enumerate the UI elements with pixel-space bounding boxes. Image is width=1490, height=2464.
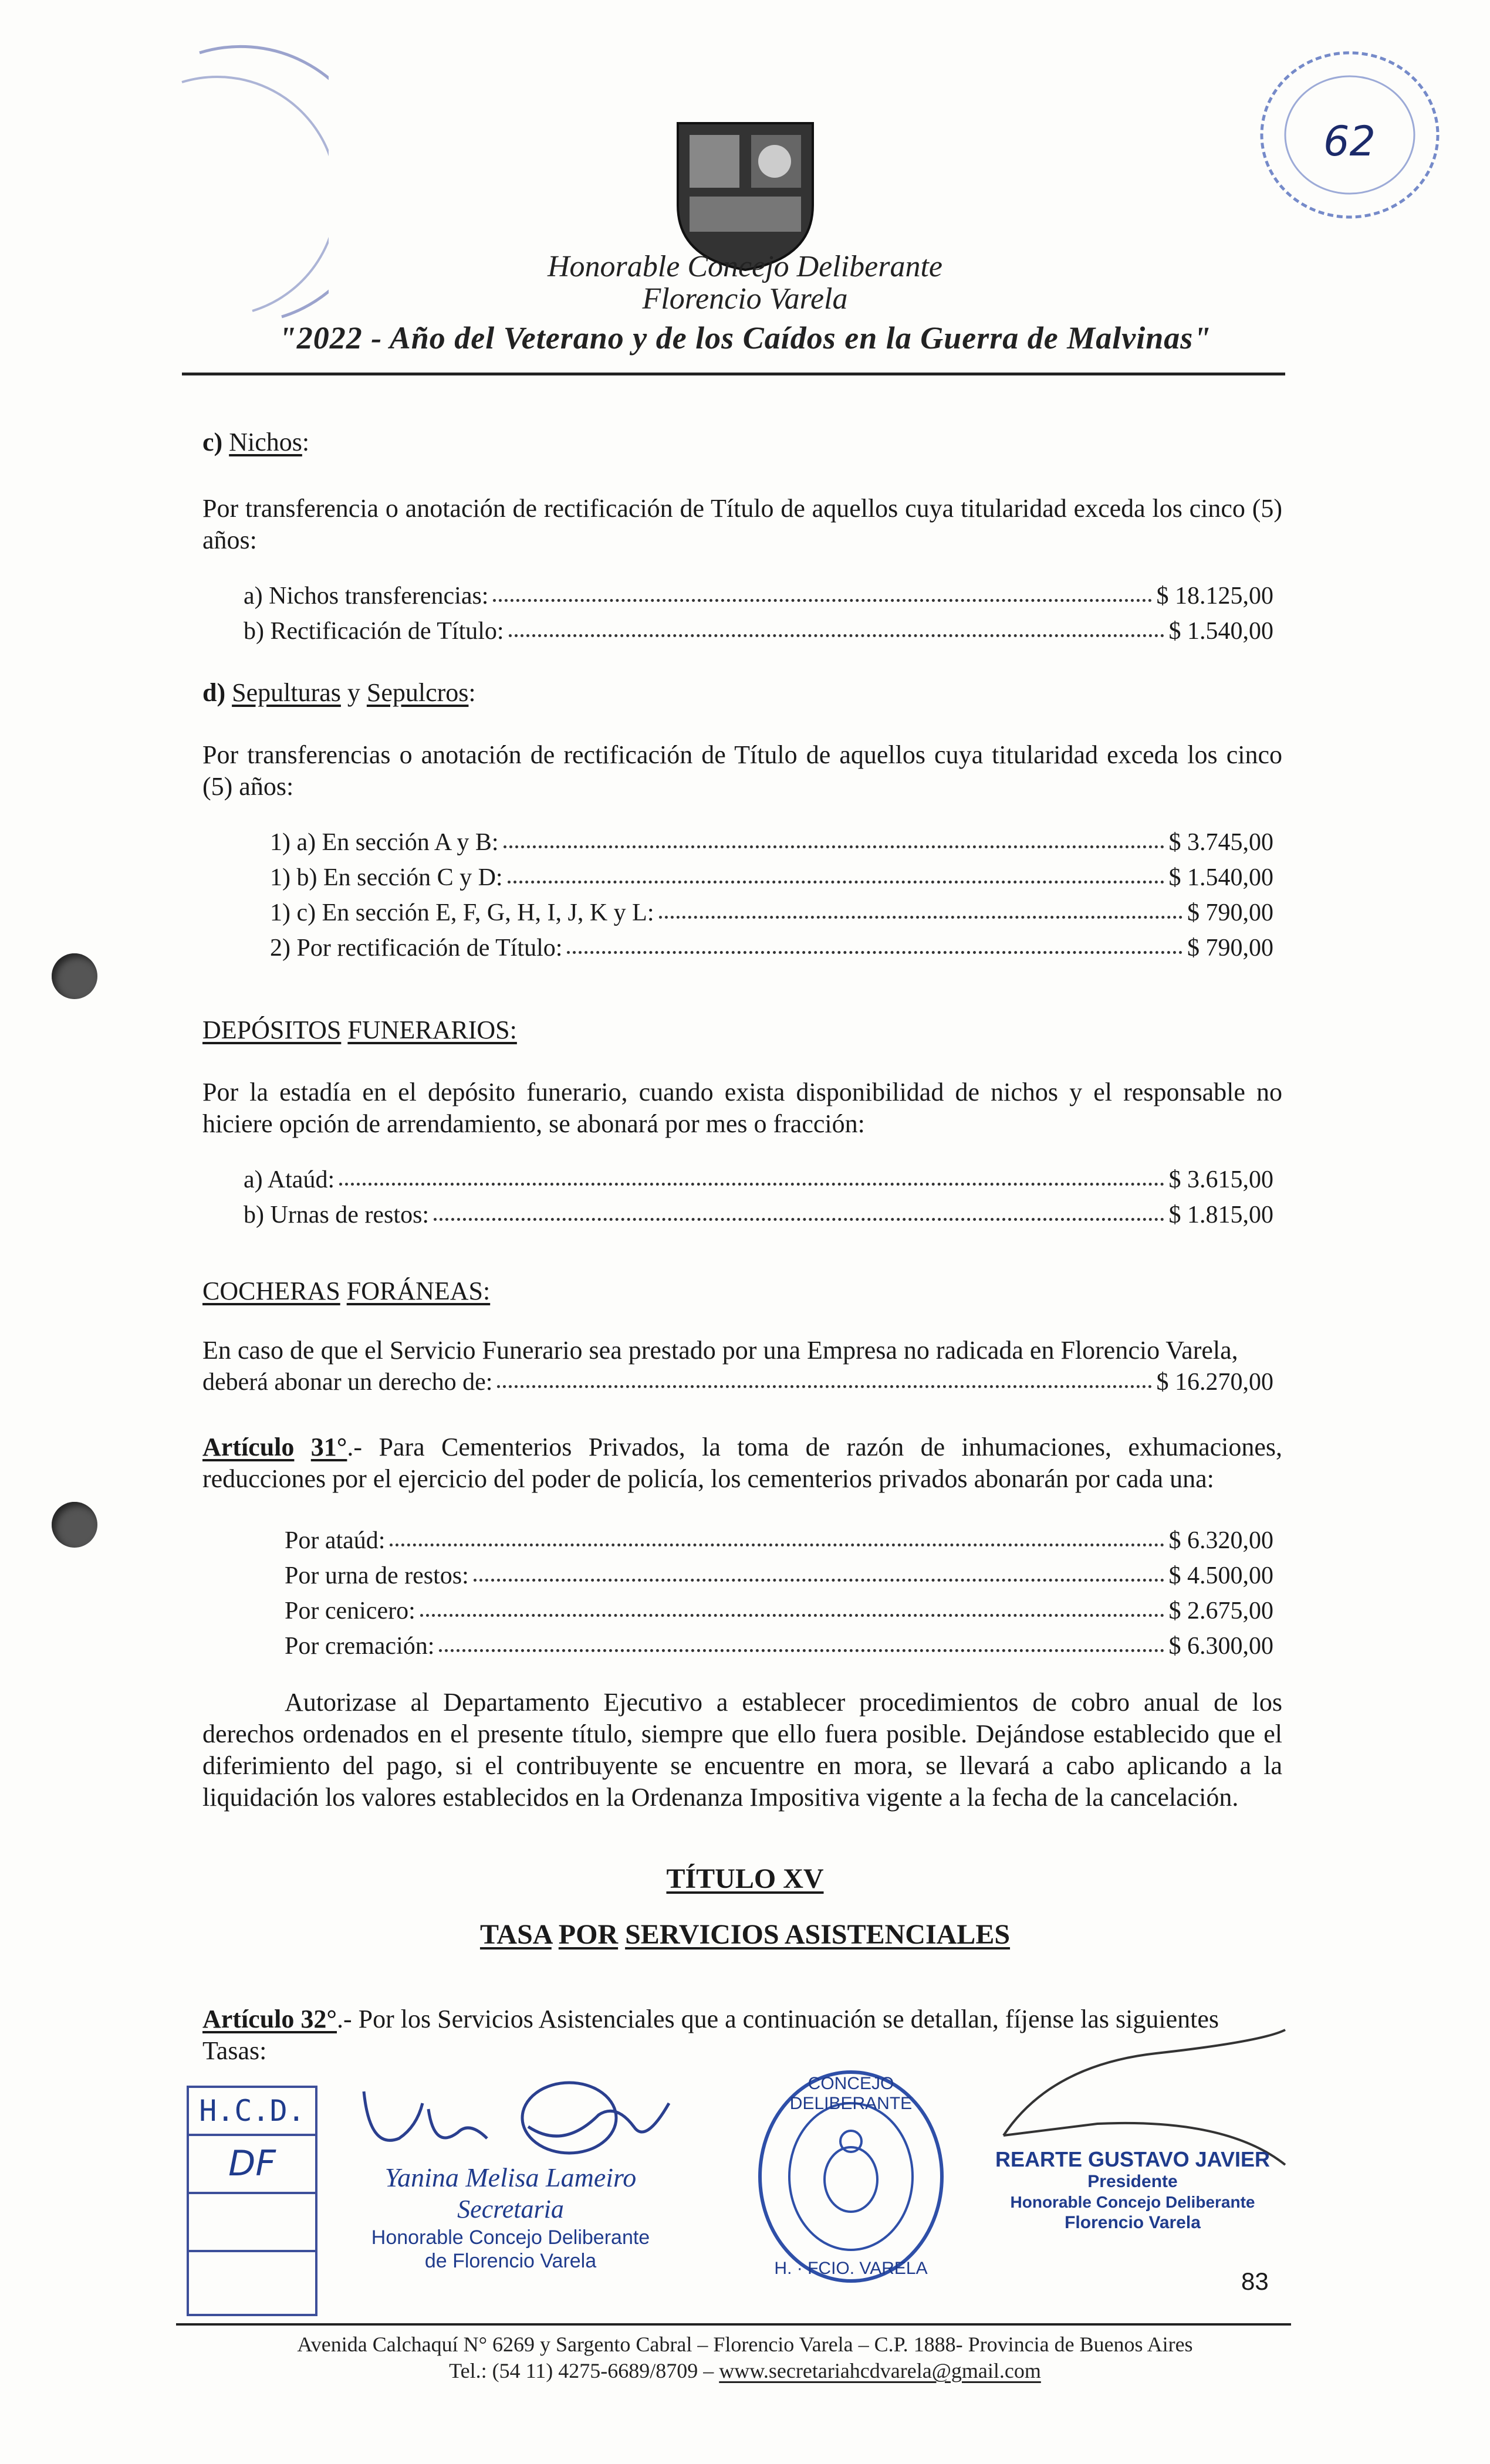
footer-rule — [176, 2323, 1291, 2326]
header-subtitle: Florencio Varela — [642, 282, 848, 316]
list-item: Por cremación: $ 6.300,00 — [285, 1633, 1273, 1660]
nichos-items — [244, 575, 1273, 645]
nichos-letter: c) — [202, 428, 223, 456]
cocheras-heading: COCHERAS FORÁNEAS: — [202, 1277, 491, 1305]
nichos-intro: Por transferencia o anotación de rectificación de Título de aquellos cuya titularidad exceda los cinco (5) años: — [202, 494, 1282, 554]
secretary-signature — [352, 2068, 681, 2168]
seal-text-bottom: H. · FCIO. VARELA — [774, 2259, 928, 2278]
header-title: Honorable Concejo Deliberante — [548, 250, 942, 283]
secretary-org-2: de Florencio Varela — [424, 2250, 597, 2272]
list-item: b) Rectificación de Título: $ 1.540,00 — [244, 618, 1273, 645]
sepulturas-intro: Por transferencias o anotación de rectificación de Título de aquellos cuya titularidad exceda los cinco (5) años: — [202, 740, 1282, 801]
secretary-role: Secretaria — [457, 2195, 564, 2223]
hcd-box-title: H.C.D. — [189, 2088, 315, 2136]
nichos-heading: c) Nichos: — [202, 428, 310, 456]
sepulturas-items — [270, 821, 1273, 962]
depositos-heading: DEPÓSITOS FUNERARIOS: — [202, 1016, 517, 1044]
list-item: Por ataúd: $ 6.320,00 — [285, 1527, 1273, 1554]
president-role: Presidente — [1087, 2172, 1178, 2191]
president-org-2: Florencio Varela — [1065, 2213, 1201, 2232]
page-number: 83 — [1241, 2267, 1269, 2295]
articulo-31-text: Artículo 31°.- Para Cementerios Privados, la toma de razón de inhumaciones, exhumaciones, reducciones por el ejercicio del poder de policía, los cementerios privados abonarán por cada una: — [202, 1433, 1283, 1493]
list-item: 2) Por rectificación de Título: $ 790,00 — [270, 935, 1273, 962]
titulo-name: TASA POR SERVICIOS ASISTENCIALES — [479, 1919, 1011, 1950]
articulo-31-items — [285, 1519, 1273, 1660]
articulo-31-closing: Autorizase al Departamento Ejecutivo a establecer procedimientos de cobro anual de los derechos ordenados en el presente título, siempre que ello fuera posible. Dejándose establecido que el diferimiento del pago, si el contribuyente se encuentre en mora, se llevará a cabo aplicando a la liquidación los valores establecidos en la Ordenanza Impositiva vigente a la fecha de la cancelación. — [202, 1688, 1282, 1812]
list-item: Por urna de restos: $ 4.500,00 — [285, 1562, 1273, 1589]
president-org-1: Honorable Concejo Deliberante — [1010, 2193, 1255, 2211]
seal-text-top: CONCEJO DELIBERANTE — [789, 2074, 913, 2113]
footer-email-link[interactable]: www.secretariahcdvarela@gmail.com — [719, 2359, 1041, 2382]
secretary-name: Yanina Melisa Lameiro — [384, 2162, 637, 2192]
header-rule — [182, 373, 1285, 375]
nichos-title: Nichos — [229, 428, 302, 456]
header-motto: "2022 - Año del Veterano y de los Caídos en la Guerra de Malvinas" — [278, 320, 1212, 356]
punch-hole-top — [52, 953, 97, 999]
sepulturas-heading: d) Sepulturas y Sepulcros: — [202, 678, 476, 707]
hcd-box-initials: DF — [189, 2136, 315, 2194]
footer-address: Avenida Calchaquí N° 6269 y Sargento Cabral – Florencio Varela – C.P. 1888- Provincia de Buenos Aires — [297, 2333, 1193, 2356]
depositos-items — [244, 1159, 1273, 1229]
depositos-intro: Por la estadía en el depósito funerario, cuando exista disponibilidad de nichos y el responsable no hiciere opción de arrendamiento, se abonará por mes o fracción: — [202, 1078, 1282, 1138]
list-item: a) Ataúd: $ 3.615,00 — [244, 1166, 1273, 1193]
list-item: a) Nichos transferencias: $ 18.125,00 — [244, 583, 1273, 610]
cocheras-intro: En caso de que el Servicio Funerario sea prestado por una Empresa no radicada en Florencio Varela, — [202, 1336, 1238, 1365]
secretary-org-1: Honorable Concejo Deliberante — [371, 2226, 650, 2249]
punch-hole-bottom — [52, 1502, 97, 1548]
folio-number: 62 — [1323, 117, 1376, 165]
president-name: REARTE GUSTAVO JAVIER — [995, 2147, 1271, 2171]
cocheras-line: deberá abonar un derecho de: $ 16.270,00 — [202, 1369, 1273, 1396]
list-item: 1) c) En sección E, F, G, H, I, J, K y L: $ 790,00 — [270, 899, 1273, 926]
list-item: 1) b) En sección C y D: $ 1.540,00 — [270, 864, 1273, 891]
list-item: 1) a) En sección A y B: $ 3.745,00 — [270, 829, 1273, 856]
hcd-initials-box — [187, 2086, 317, 2316]
articulo-32-text: Artículo 32°.- Por los Servicios Asistenciales que a continuación se detallan, fíjense las siguientes Tasas: — [202, 2005, 1219, 2065]
list-item: Por cenicero: $ 2.675,00 — [285, 1597, 1273, 1624]
folio-stamp — [1250, 35, 1450, 223]
list-item: b) Urnas de restos: $ 1.815,00 — [244, 1201, 1273, 1228]
footer-contact: Tel.: (54 11) 4275-6689/8709 – www.secretariahcdvarela@gmail.com — [449, 2359, 1041, 2382]
titulo-number: TÍTULO XV — [666, 1863, 824, 1894]
